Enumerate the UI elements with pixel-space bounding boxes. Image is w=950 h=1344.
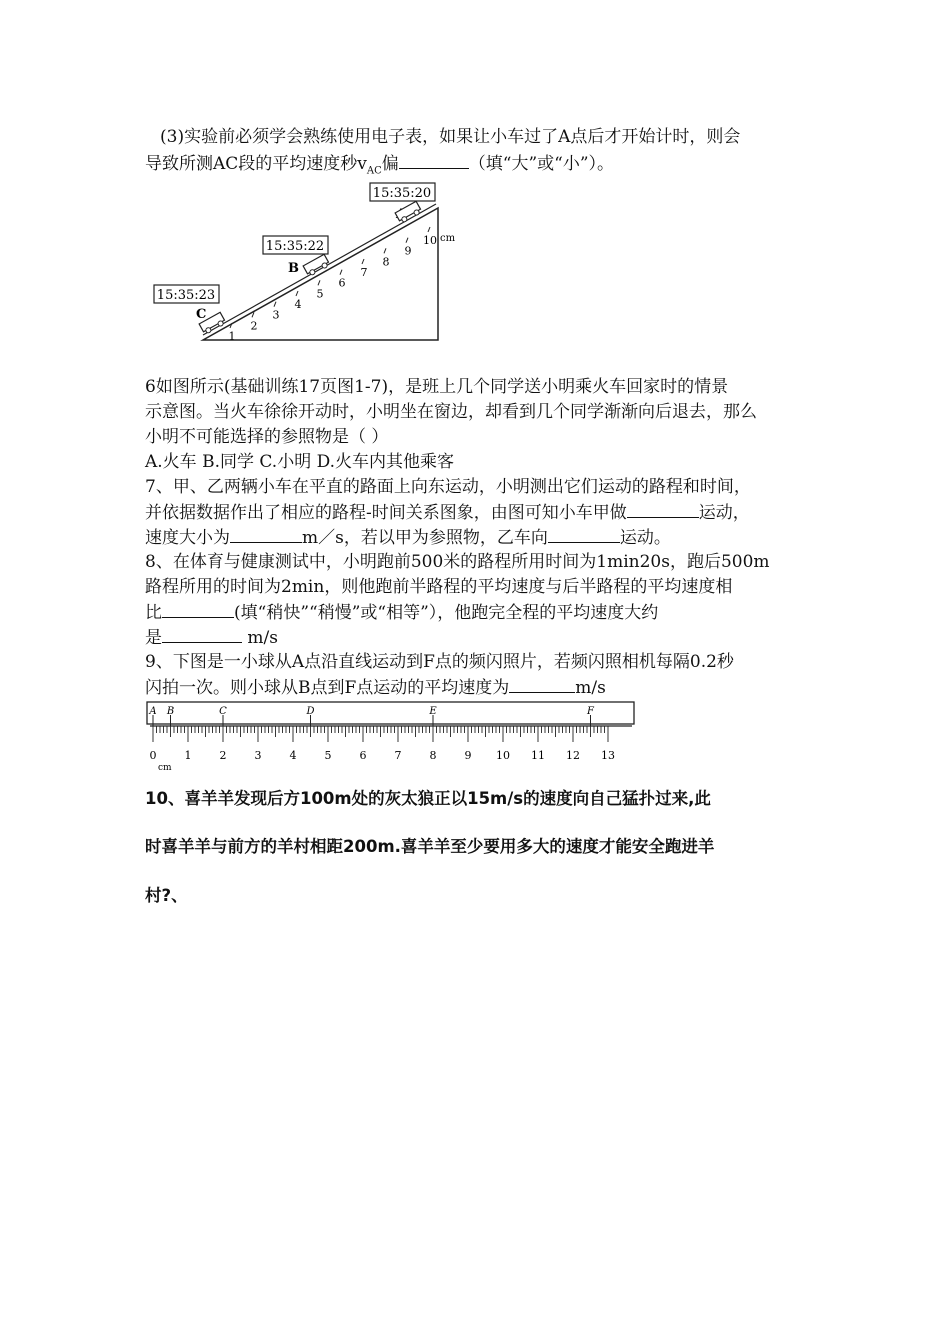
ruler-number: 9 [464,749,472,762]
q8-line-4 [145,625,278,650]
incline-ticks [229,227,438,343]
incline-tick-mark [428,227,430,232]
ruler-unit: cm [158,763,172,773]
incline-diagram [148,180,456,345]
ruler-number: 13 [601,749,615,762]
q7-line-3 [145,525,671,550]
q9-text-2a: 闪拍一次。则小球从B点到F点运动的平均速度为 [145,678,510,698]
q6-line-3 [145,425,388,449]
ruler-number: 3 [254,749,262,762]
q7-text-2b: 运动， [698,503,750,523]
q3-subscript: AC [366,165,382,177]
ruler-number: 0 [149,749,157,762]
q6-line-2 [145,400,757,424]
q8-line-1 [145,550,770,574]
q6-text-1: 6如图所示(基础训练17页图1-7)，是班上几个同学送小明乘火车回家时的情景 [145,377,729,397]
cart-a-icon [395,201,422,224]
q7-text-1: 7、甲、乙两辆小车在平直的路面上向东运动，小明测出它们运动的路程和时间， [145,477,751,497]
incline-tick-label: 6 [338,276,346,290]
incline-tick-label: 5 [316,287,324,301]
q8-text-1: 8、在体育与健康测试中，小明跑前500米的路程所用时间为1min20s，跑后500m [145,552,770,572]
timer-a-text: 15:35:20 [372,186,432,201]
q3-line-2 [145,151,614,183]
incline-tick-label: 7 [360,266,368,279]
q8-text-4a: 是 [145,628,162,648]
ruler-point-label: E [429,706,437,717]
incline-tick-label: 9 [404,244,412,258]
q8-blank-2[interactable] [162,625,242,643]
timer-c [154,285,219,303]
label-c: C [196,307,207,322]
q7-text-2a: 并依据数据作出了相应的路程-时间关系图象，由图可知小车甲做 [145,503,627,523]
q9-text-2b: m/s [575,678,606,698]
q8-text-4b: m/s [242,628,278,648]
q7-text-3a: 速度大小为 [145,528,230,548]
q10-text-1: 10、喜羊羊发现后方100m处的灰太狼正以15m/s的速度向自己猛扑过来,此 [145,789,711,808]
q7-blank-3[interactable] [548,525,620,543]
incline-tick-mark [340,270,342,275]
incline-tick-label: 2 [250,319,258,333]
q7-blank-1[interactable] [627,500,699,518]
incline-ramp [203,208,438,340]
q8-line-2 [145,575,732,599]
q9-line-1 [145,650,734,674]
ruler-number: 5 [324,749,332,762]
timer-b-text: 15:35:22 [265,239,325,254]
incline-unit: cm [440,233,456,244]
incline-tick-label: 10 [423,234,437,247]
incline-tick-label: 4 [294,298,302,311]
timer-a [370,183,435,201]
incline-tick-mark [362,259,364,264]
ruler-number: 12 [566,749,580,762]
ruler-point-label: A [149,706,157,717]
q3-text-2c: （填“大”或“小”）。 [468,154,615,174]
ruler-number: 10 [496,749,510,762]
q3-line-1 [160,125,740,149]
ruler-number: 6 [359,749,367,762]
ruler-number: 4 [289,749,297,762]
q9-blank[interactable] [509,675,575,693]
label-b: B [288,261,299,276]
q10-text-3: 村?、 [145,886,188,905]
q3-text-2a: 导致所测AC段的平均速度秒v [145,154,367,174]
timer-c-text: 15:35:23 [156,288,216,303]
q3-answer-blank[interactable] [399,151,469,169]
q6-options [145,450,454,474]
q6-line-1 [145,375,728,399]
q8-text-3b: (填“稍快”“稍慢”或“相等”），他跑完全程的平均速度大约 [234,603,659,623]
incline-tick-label: 8 [382,255,390,269]
q8-line-3 [145,600,658,625]
ruler-number: 2 [219,749,227,762]
q10-line-1 [145,787,711,811]
q10-line-3 [145,884,188,908]
ruler-number: 11 [531,749,545,762]
incline-tick-label: 1 [228,330,236,343]
ruler-ticks [153,726,608,742]
q8-text-2: 路程所用的时间为2min，则他跑前半路程的平均速度与后半路程的平均速度相 [145,577,733,597]
incline-tick-mark [318,280,320,285]
q10-text-2: 时喜羊羊与前方的羊村相距200m.喜羊羊至少要用多大的速度才能安全跑进羊 [145,837,715,856]
q7-line-1 [145,475,751,499]
incline-tick-mark [384,248,386,253]
cart-b-icon [303,254,330,277]
incline-tick-mark [274,302,276,307]
ruler-number: 1 [184,749,192,762]
q7-blank-2[interactable] [230,525,302,543]
ruler-point-label: B [166,706,175,717]
q7-line-2 [145,500,750,525]
ruler-number: 8 [429,749,437,762]
ruler-point-label: D [306,706,315,717]
q3-text-1: (3)实验前必须学会熟练使用电子表，如果让小车过了A点后才开始计时，则会 [160,127,741,147]
q9-line-2 [145,675,606,700]
q6-text-2: 示意图。当火车徐徐开动时，小明坐在窗边，却看到几个同学渐渐向后退去，那么 [145,402,757,422]
ruler-figure [146,700,638,772]
ruler-number: 7 [394,749,402,762]
q3-text-2b: 偏 [381,154,399,174]
q6-text-3: 小明不可能选择的参照物是（ ） [145,427,389,447]
incline-tick-mark [406,238,408,243]
q8-blank-1[interactable] [162,600,234,618]
ruler-point-label: F [587,706,594,717]
q7-text-3b: m／s，若以甲为参照物，乙车向 [302,528,548,548]
incline-tick-label: 3 [272,308,280,322]
incline-tick-mark [296,291,298,296]
q8-text-3a: 比 [145,603,162,623]
q10-line-2 [145,835,714,859]
ruler-point-label: C [219,706,227,717]
q7-text-3c: 运动。 [619,528,671,548]
ruler-numbers [150,749,616,762]
incline-surface [203,204,436,335]
q9-text-1: 9、下图是一小球从A点沿直线运动到F点的频闪照片，若频闪照相机每隔0.2秒 [145,652,734,672]
timer-b [263,236,328,254]
q6-options-text: A.火车 B.同学 C.小明 D.火车内其他乘客 [145,452,455,472]
